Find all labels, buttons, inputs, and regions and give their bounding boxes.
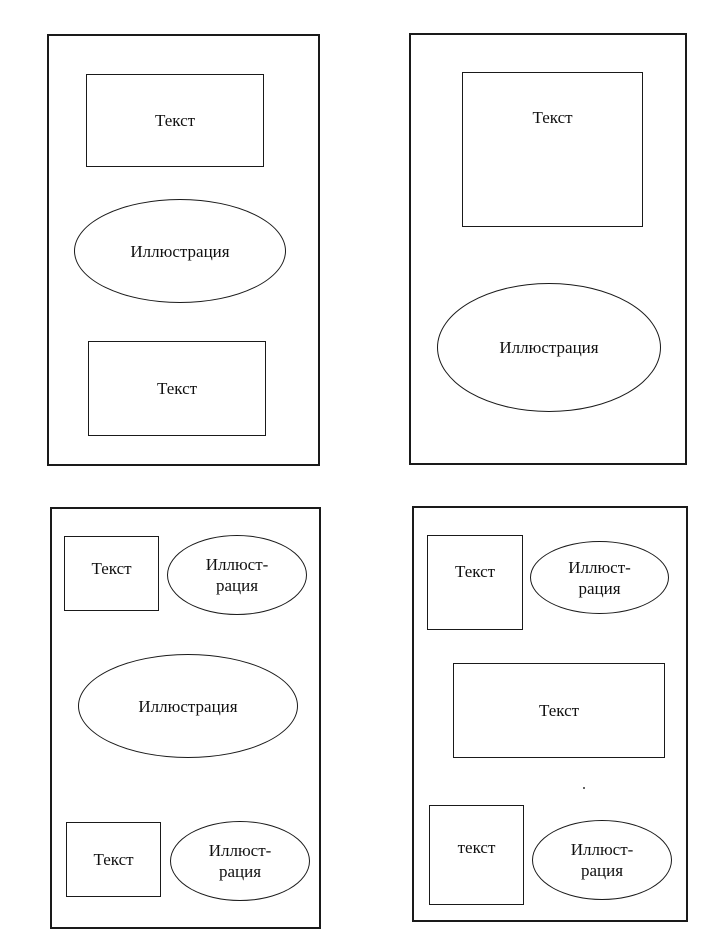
text-block	[66, 822, 161, 897]
text-block	[427, 535, 523, 630]
illustration-label-line1: Иллюст-	[570, 840, 634, 859]
text-block	[453, 663, 665, 758]
illustration-label: Иллюстрация	[130, 241, 230, 261]
scan-speck	[583, 787, 585, 789]
text-block	[429, 805, 524, 905]
illustration-oval	[437, 283, 661, 412]
text-block	[88, 341, 266, 436]
text-block-label: Текст	[93, 850, 134, 869]
text-block-label: текст	[457, 837, 496, 857]
illustration-label-wrap	[209, 840, 272, 882]
text-block-label: Текст	[532, 108, 573, 127]
illustration-label-line2: рация	[578, 578, 621, 598]
illustration-oval	[170, 821, 310, 901]
text-block-label: Текст	[454, 562, 496, 581]
text-block-label: Текст	[538, 701, 580, 720]
page-layout-2	[409, 33, 687, 465]
page-layout-1	[47, 34, 320, 466]
illustration-label: Иллюстрация	[138, 696, 238, 716]
text-block-label: Текст	[154, 111, 196, 130]
illustration-oval	[530, 541, 669, 614]
illustration-label-line2: рация	[218, 862, 262, 881]
illustration-label-wrap	[206, 554, 269, 596]
illustration-label-line1: Иллюст-	[568, 557, 631, 577]
illustration-label-line1: Иллюст-	[208, 841, 272, 860]
text-block-label: Текст	[91, 559, 132, 578]
text-block-label: Текст	[156, 379, 198, 398]
illustration-oval	[74, 199, 286, 303]
illustration-label-wrap	[568, 557, 631, 599]
page-layout-3	[50, 507, 321, 929]
text-block	[462, 72, 643, 227]
illustration-oval	[78, 654, 298, 758]
illustration-label: Иллюстрация	[499, 338, 599, 357]
page-layout-4	[412, 506, 688, 922]
text-block	[64, 536, 159, 611]
illustration-label-line1: Иллюст-	[205, 555, 269, 574]
illustration-label-wrap	[571, 839, 634, 881]
illustration-oval	[167, 535, 307, 615]
text-block	[86, 74, 264, 167]
illustration-label-line2: рация	[215, 576, 259, 595]
illustration-label-line2: рация	[580, 861, 624, 880]
illustration-oval	[532, 820, 672, 900]
